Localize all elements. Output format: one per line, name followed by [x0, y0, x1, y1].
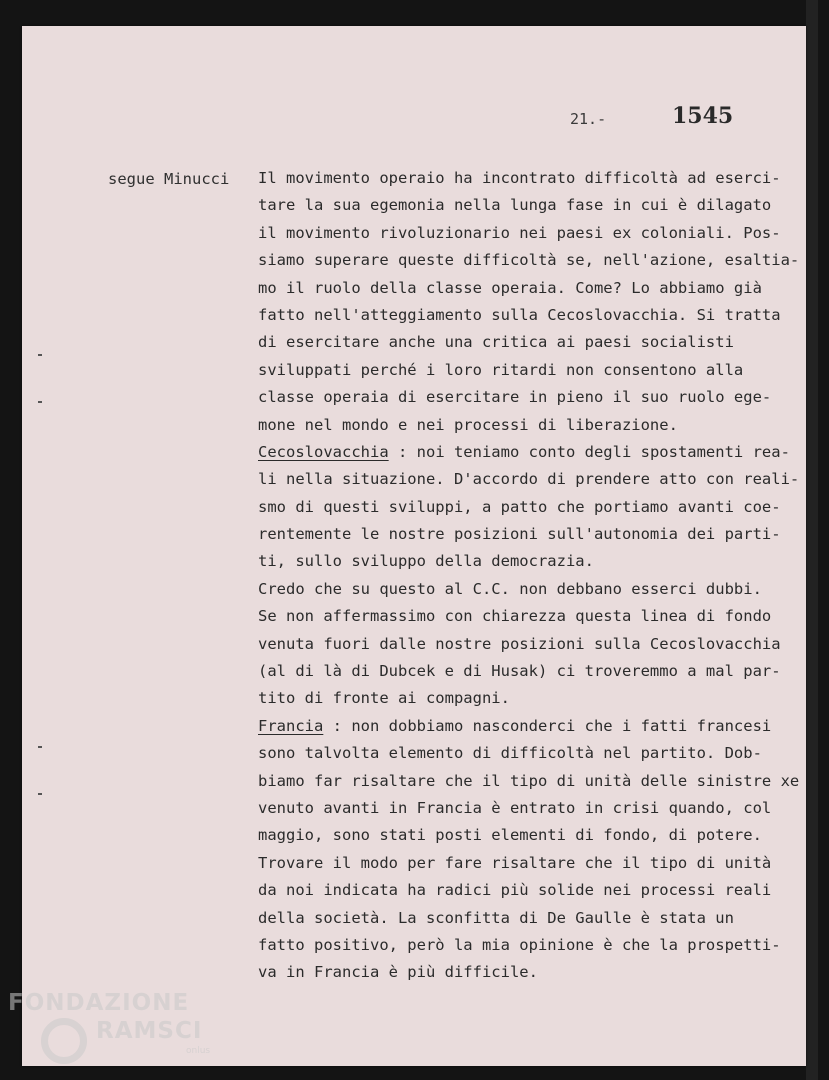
- text-line: Credo che su questo al C.C. non debbano esserci dubbi.: [258, 579, 762, 598]
- text-line: rentemente le nostre posizioni sull'autonomia dei parti-: [258, 525, 781, 544]
- text-line: della società. La sconfitta di De Gaulle è stata un: [258, 908, 734, 927]
- text-line: fatto nell'atteggiamento sulla Cecoslovacchia. Si tratta: [258, 305, 781, 324]
- text-line: tito di fronte ai compagni.: [258, 689, 510, 708]
- text-line: di esercitare anche una critica ai paesi socialisti: [258, 333, 734, 352]
- margin-mark: [38, 354, 42, 356]
- section-heading-line: [258, 439, 798, 466]
- margin-mark: [38, 793, 42, 795]
- text-line: va in Francia è più difficile.: [258, 963, 538, 982]
- text-line: il movimento rivoluzionario nei paesi ex coloniali. Pos-: [258, 223, 781, 242]
- text-line: smo di questi sviluppi, a patto che portiamo avanti coe-: [258, 497, 781, 516]
- text-line: maggio, sono stati posti elementi di fondo, di potere.: [258, 826, 762, 845]
- text-line: mo il ruolo della classe operaia. Come? Lo abbiamo già: [258, 278, 762, 297]
- text-line: sviluppati perché i loro ritardi non consentono alla: [258, 360, 744, 379]
- text-line: Trovare il modo per fare risaltare che il tipo di unità: [258, 853, 772, 872]
- text-line: Il movimento operaio ha incontrato difficoltà ad eserci-: [258, 169, 781, 187]
- section-heading-line: [258, 713, 798, 740]
- text-line: da noi indicata ha radici più solide nei processi reali: [258, 881, 772, 900]
- text-line: Se non affermassimo con chiarezza questa linea di fondo: [258, 607, 772, 626]
- watermark-suffix: onlus: [186, 1046, 211, 1056]
- text-line: venuta fuori dalle nostre posizioni sulla Cecoslovacchia: [258, 634, 781, 653]
- text-line: ti, sullo sviluppo della democrazia.: [258, 552, 594, 571]
- gramsci-logo-icon: [41, 1018, 87, 1064]
- text-line: li nella situazione. D'accordo di prendere atto con reali-: [258, 470, 800, 489]
- speaker-label: segue Minucci: [108, 170, 230, 188]
- text-line: biamo far risaltare che il tipo di unità delle sinistre xe: [258, 771, 800, 790]
- watermark-line2: RAMSCI: [96, 1018, 203, 1044]
- scan-edge: [806, 0, 818, 1080]
- watermark-row: [8, 1016, 211, 1056]
- text-line-rest: : non dobbiamo nasconderci che i fatti francesi: [323, 716, 772, 735]
- fondazione-gramsci-watermark: [8, 990, 211, 1056]
- page-number: 21.-: [570, 110, 607, 128]
- section-heading-francia: Francia: [258, 716, 324, 735]
- text-line: classe operaia di esercitare in pieno il suo ruolo ege-: [258, 388, 772, 407]
- archive-number: 1545: [672, 103, 734, 129]
- margin-mark: [38, 401, 42, 403]
- text-line: sono talvolta elemento di difficoltà nel partito. Dob-: [258, 744, 762, 763]
- text-line: venuto avanti in Francia è entrato in crisi quando, col: [258, 798, 772, 817]
- text-line: fatto positivo, però la mia opinione è che la prospetti-: [258, 935, 781, 954]
- margin-mark: [38, 746, 42, 748]
- text-line: siamo superare queste difficoltà se, nell'azione, esaltia-: [258, 251, 800, 270]
- text-line: (al di là di Dubcek e di Husak) ci troveremmo a mal par-: [258, 662, 781, 681]
- text-line: mone nel mondo e nei processi di liberazione.: [258, 415, 678, 434]
- body-text: [258, 165, 798, 987]
- section-heading-cecoslovacchia: Cecoslovacchia: [258, 442, 389, 461]
- text-line: tare la sua egemonia nella lunga fase in cui è dilagato: [258, 196, 772, 215]
- text-line-rest: : noi teniamo conto degli spostamenti rea-: [388, 442, 790, 461]
- watermark-line1: FONDAZIONE: [8, 990, 190, 1016]
